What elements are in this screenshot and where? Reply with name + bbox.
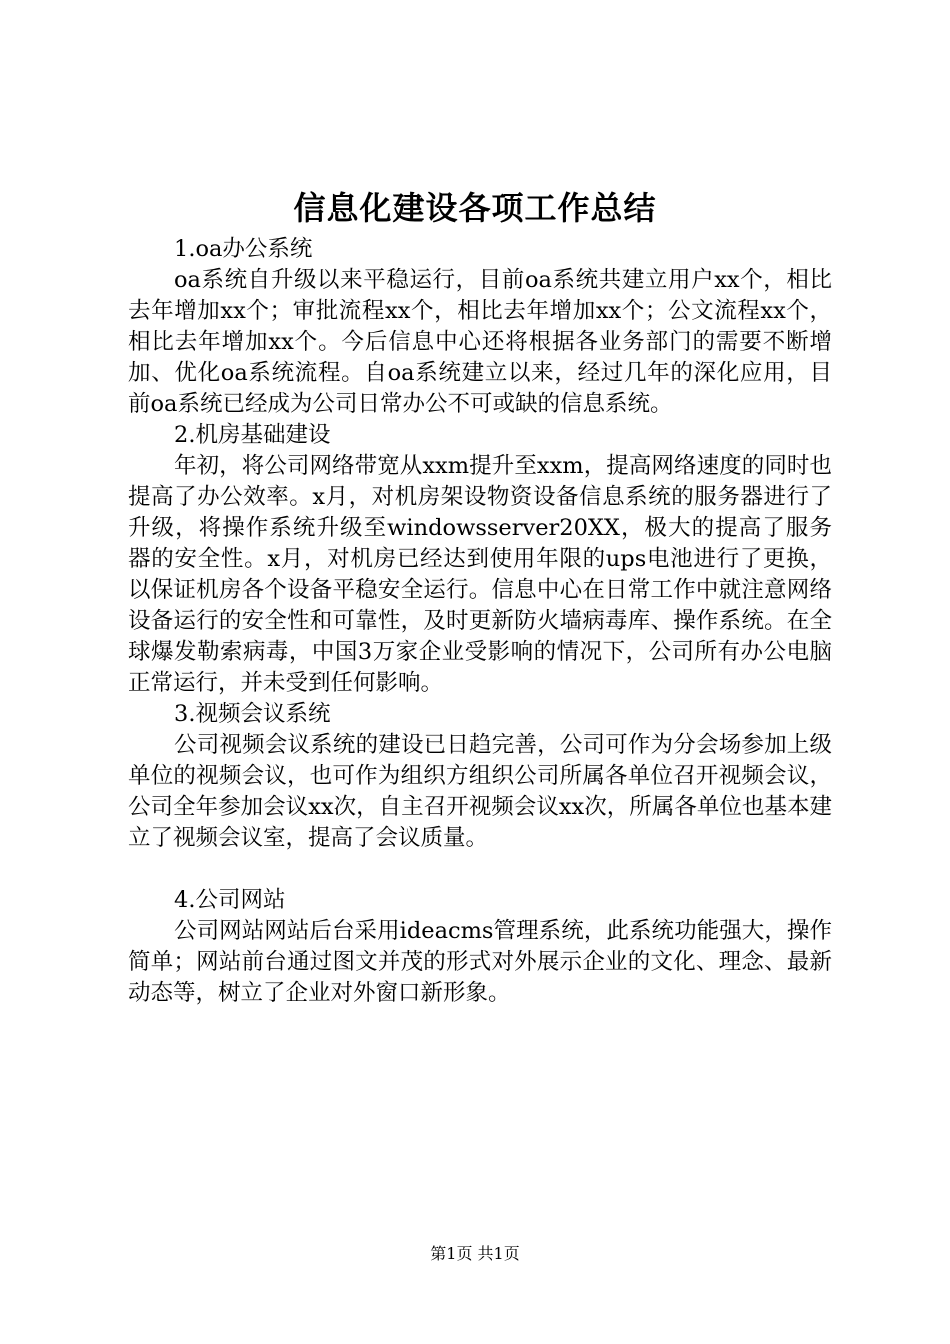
section-heading: 2.机房基础建设 bbox=[174, 422, 331, 448]
section-heading: 1.oa办公系统 bbox=[174, 236, 313, 262]
document-body bbox=[128, 234, 832, 1009]
page-footer: 第1页 共1页 bbox=[430, 1244, 520, 1263]
section-paragraph: oa系统自升级以来平稳运行，目前oa系统共建立用户xx个，相比去年增加xx个；审批流程xx个，相比去年增加xx个；公文流程xx个，相比去年增加xx个。今后信息中心还将根据各业务部门的需要不断增加、优化oa系统流程。自oa系统建立以来，经过几年的深化应用，目前oa系统已经成为公司日常办公不可或缺的信息系统。 bbox=[128, 267, 832, 417]
section-paragraph: 公司视频会议系统的建设已日趋完善，公司可作为分会场参加上级单位的视频会议，也可作为组织方组织公司所属各单位召开视频会议，公司全年参加会议xx次，自主召开视频会议xx次，所属各单位也基本建立了视频会议室，提高了会议质量。 bbox=[128, 732, 832, 851]
section-heading: 3.视频会议系统 bbox=[174, 701, 331, 727]
section-paragraph: 年初，将公司网络带宽从xxm提升至xxm，提高网络速度的同时也提高了办公效率。x月，对机房架设物资设备信息系统的服务器进行了升级，将操作系统升级至windowsserver20XX，极大的提高了服务器的安全性。x月，对机房已经达到使用年限的ups电池进行了更换，以保证机房各个设备平稳安全运行。信息中心在日常工作中就注意网络设备运行的安全性和可靠性，及时更新防火墙病毒库、操作系统。在全球爆发勒索病毒，中国3万家企业受影响的情况下，公司所有办公电脑正常运行，并未受到任何影响。 bbox=[128, 453, 832, 696]
paragraph-spacer bbox=[128, 854, 832, 885]
section-paragraph: 公司网站网站后台采用ideacms管理系统，此系统功能强大，操作简单；网站前台通过图文并茂的形式对外展示企业的文化、理念、最新动态等，树立了企业对外窗口新形象。 bbox=[128, 918, 832, 1006]
section-heading: 4.公司网站 bbox=[174, 887, 286, 913]
document-title: 信息化建设各项工作总结 bbox=[293, 189, 657, 227]
